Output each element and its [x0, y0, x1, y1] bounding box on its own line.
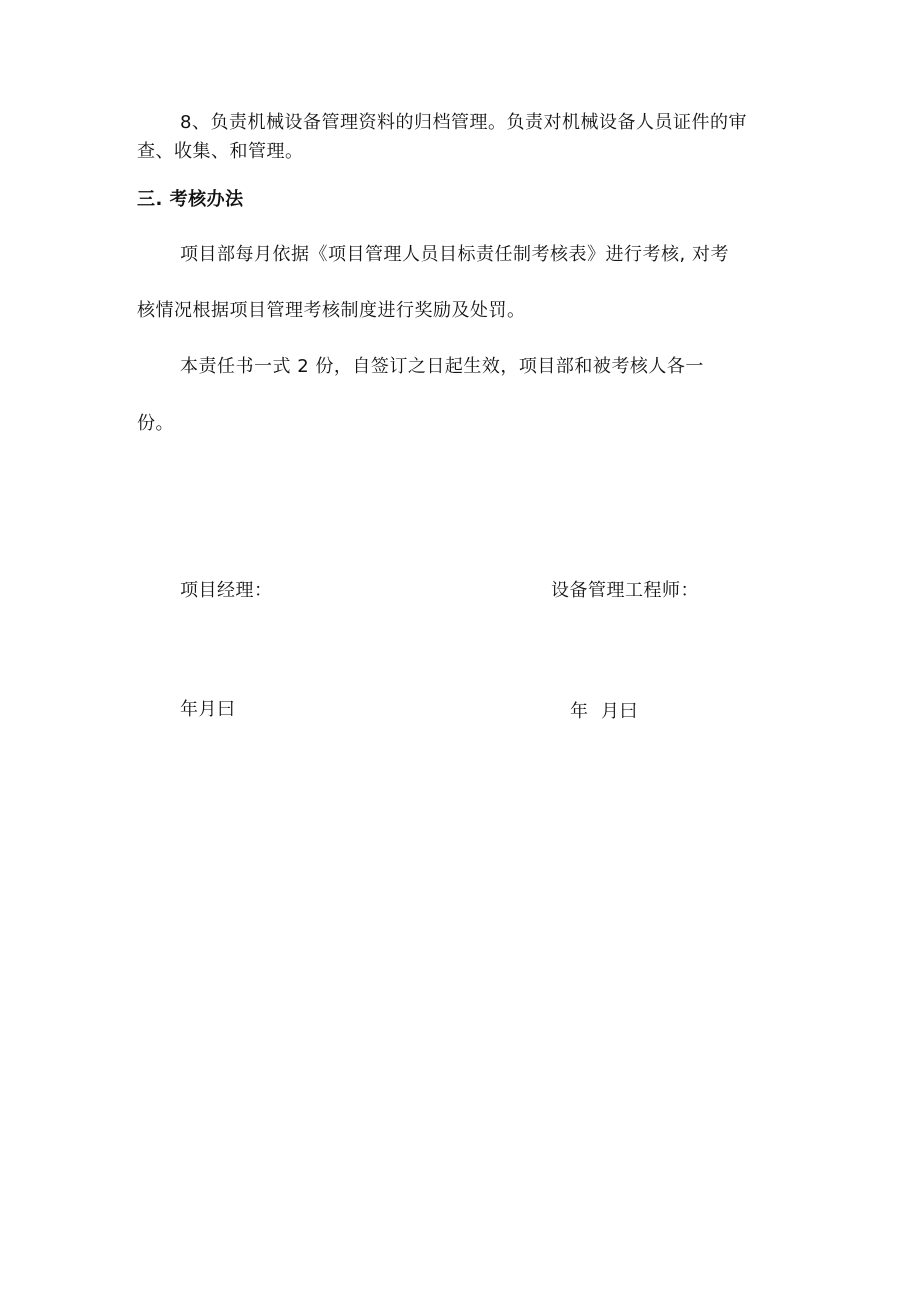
project-manager-label: 项目经理： — [180, 580, 273, 601]
left-date-field: 年月曰 — [180, 699, 236, 720]
section3-para2-line2: 份。 — [137, 413, 174, 434]
section3-heading: 三. 考核办法 — [137, 189, 244, 210]
right-date-field: 年 月曰 — [570, 701, 638, 722]
equipment-engineer-label: 设备管理工程师： — [551, 580, 699, 601]
item8-line2: 查、收集、和管理。 — [137, 141, 304, 162]
section3-para1-line2: 核情况根据项目管理考核制度进行奖励及处罚。 — [137, 300, 526, 321]
item8-line1: 8、负责机械设备管理资料的归档管理。负责对机械设备人员证件的审 — [180, 112, 747, 133]
section3-para2-line1: 本责任书一式 2 份，自签订之日起生效，项目部和被考核人各一 — [180, 356, 704, 377]
section3-para1-line1: 项目部每月依据《项目管理人员目标责任制考核表》进行考核, 对考 — [180, 244, 729, 265]
